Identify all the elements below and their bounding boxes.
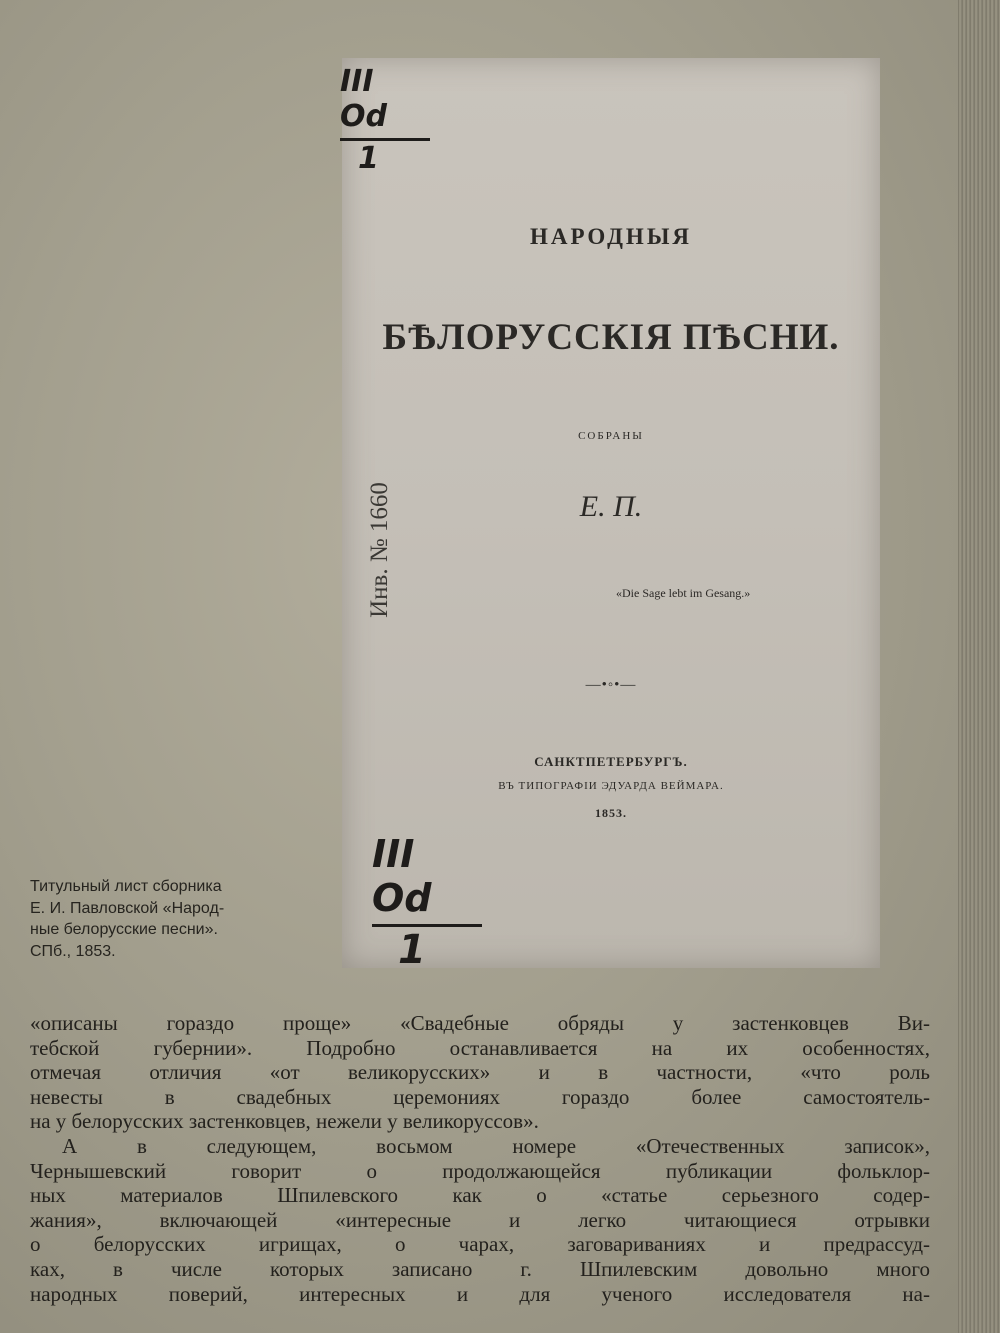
shelfmark-bottom-line1: III Od bbox=[372, 832, 482, 927]
plate-initials: Е. П. bbox=[579, 490, 643, 523]
text-line: отмечая отличия «от великорусских» и в частности, «что роль bbox=[30, 1060, 930, 1085]
plate-press: ВЪ ТИПОГРАФІИ ЭДУАРДА ВЕЙМАРА. bbox=[498, 780, 724, 792]
shelfmark-bottom-line2: 1 bbox=[398, 927, 426, 973]
text-line: Чернышевский говорит о продолжающейся публикации фольклор- bbox=[30, 1158, 930, 1183]
text-line: А в следующем, восьмом номере «Отечественных записок», bbox=[62, 1133, 930, 1158]
text-line: на у белорусских застенковцев, нежели у великоруссов». bbox=[30, 1109, 539, 1134]
inventory-stamp: Инв. № 1660 bbox=[366, 482, 393, 618]
text-line: о белорусских игрищах, о чарах, заговариваниях и предрассуд- bbox=[30, 1232, 930, 1257]
caption-line: Титульный лист сборника bbox=[30, 878, 222, 895]
text-line: жания», включающей «интересные и легко читающиеся отрывки bbox=[30, 1207, 930, 1232]
shelfmark-top-line2: 1 bbox=[358, 141, 379, 176]
plate-city: САНКТПЕТЕРБУРГЪ. bbox=[534, 754, 688, 769]
page-edge bbox=[958, 0, 1000, 1333]
text-line: народных поверий, интересных и для ученого исследователя на- bbox=[30, 1281, 930, 1306]
plate-collected: СОБРАНЫ bbox=[578, 430, 644, 442]
body-text bbox=[30, 1011, 930, 1306]
figure-caption bbox=[30, 876, 320, 962]
text-line: ках, в числе которых записано г. Шпилевским довольно много bbox=[30, 1256, 930, 1281]
caption-line: Е. И. Павловской «Народ- bbox=[30, 899, 225, 917]
plate-year: 1853. bbox=[595, 806, 627, 820]
text-line: ных материалов Шпилевского как о «статье серьезного содер- bbox=[30, 1183, 930, 1208]
caption-line: СПб., 1853. bbox=[30, 942, 116, 960]
shelfmark-top-line1: III Od bbox=[340, 64, 430, 141]
plate-ornament: —•◦•— bbox=[585, 677, 637, 693]
plate-epigraph: «Die Sage lebt im Gesang.» bbox=[616, 586, 751, 600]
plate-title-small: НАРОДНЫЯ bbox=[529, 224, 693, 249]
handwritten-shelfmark-bottom bbox=[372, 832, 482, 973]
plate-title-big: БѢЛОРУССКІЯ ПѢСНИ. bbox=[382, 317, 840, 358]
handwritten-shelfmark-top bbox=[340, 64, 430, 176]
text-line: «описаны гораздо проще» «Свадебные обряды у застенковцев Ви- bbox=[30, 1011, 930, 1035]
text-line: невесты в свадебных церемониях гораздо более самостоятель- bbox=[30, 1084, 930, 1109]
caption-line: ные белорусские песни». bbox=[30, 921, 218, 938]
text-line: тебской губернии». Подробно останавливается на их особенностях, bbox=[30, 1035, 930, 1060]
